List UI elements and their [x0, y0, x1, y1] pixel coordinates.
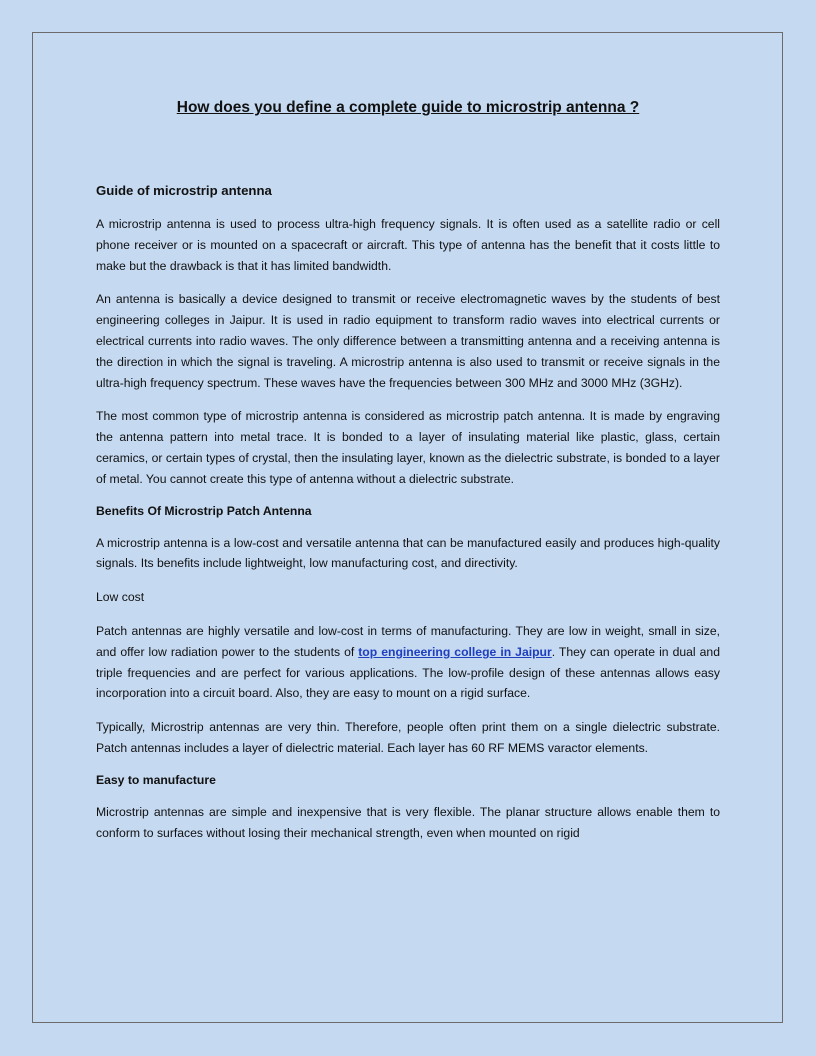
paragraph-intro: A microstrip antenna is used to process ultra-high frequency signals. It is often used as a satellite radio or cell phone receiver or is mounted on a spacecraft or aircraft. This type of antenna has the benefit that it costs little to make but the drawback is that it has limited bandwidth.: [96, 217, 720, 273]
paragraph-patch-antenna: The most common type of microstrip antenna is considered as microstrip patch antenna. It is made by engraving the antenna pattern into metal trace. It is bonded to a layer of insulating material like plastic, glass, certain ceramics, or certain types of crystal, then the insulating layer, known as the dielectric substrate, is bonded to a layer of metal. You cannot create this type of antenna without a dielectric substrate.: [96, 409, 720, 486]
page-title: How does you define a complete guide to microstrip antenna ?: [176, 99, 640, 116]
section-heading-manufacture: Easy to manufacture: [96, 772, 216, 787]
label-low-cost: Low cost: [96, 590, 145, 605]
paragraph-antenna-basics: An antenna is basically a device designed to transmit or receive electromagnetic waves by the students of best engineering colleges in Jaipur. It is used in radio equipment to transform radio waves into electrical currents or electrical currents into radio waves. The only difference between a transmitting antenna and a receiving antenna is the direction in which the signal is traveling. A microstrip antenna is also used to transmit or receive signals in the ultra-high frequency spectrum. These waves have the frequencies between 300 MHz and 3000 MHz (3GHz).: [96, 292, 720, 390]
paragraph-thin-antennas: Typically, Microstrip antennas are very thin. Therefore, people often print them on a single dielectric substrate. Patch antennas includes a layer of dielectric material. Each layer has 60 RF MEMS varactor elements.: [96, 720, 720, 755]
paragraph-manufacture: Microstrip antennas are simple and inexpensive that is very flexible. The planar structure allows enable them to conform to surfaces without losing their mechanical strength, even when mounted on rigid: [96, 804, 720, 840]
engineering-college-link[interactable]: top engineering college in Jaipur: [358, 644, 552, 659]
section-heading-guide: Guide of microstrip antenna: [96, 183, 272, 198]
paragraph-low-cost-text-start: Patch antennas are highly versatile and low-cost in terms of manufacturing. They are low in weight, small in size, and offer low radiation power to the students of: [96, 623, 720, 659]
paragraph-low-cost: [96, 621, 720, 704]
paragraph-benefits: A microstrip antenna is a low-cost and versatile antenna that can be manufactured easily and produces high-quality signals. Its benefits include lightweight, low manufacturing cost, and directivity.: [96, 535, 720, 571]
section-heading-benefits: Benefits Of Microstrip Patch Antenna: [96, 503, 312, 518]
paragraph-low-cost-text-end: . They can operate in dual and triple frequencies and are perfect for various applications. The low-profile design of these antennas allows easy incorporation into a circuit board. Also, they are easy to mount on a rigid surface.: [96, 644, 720, 701]
document-body: [96, 98, 720, 856]
